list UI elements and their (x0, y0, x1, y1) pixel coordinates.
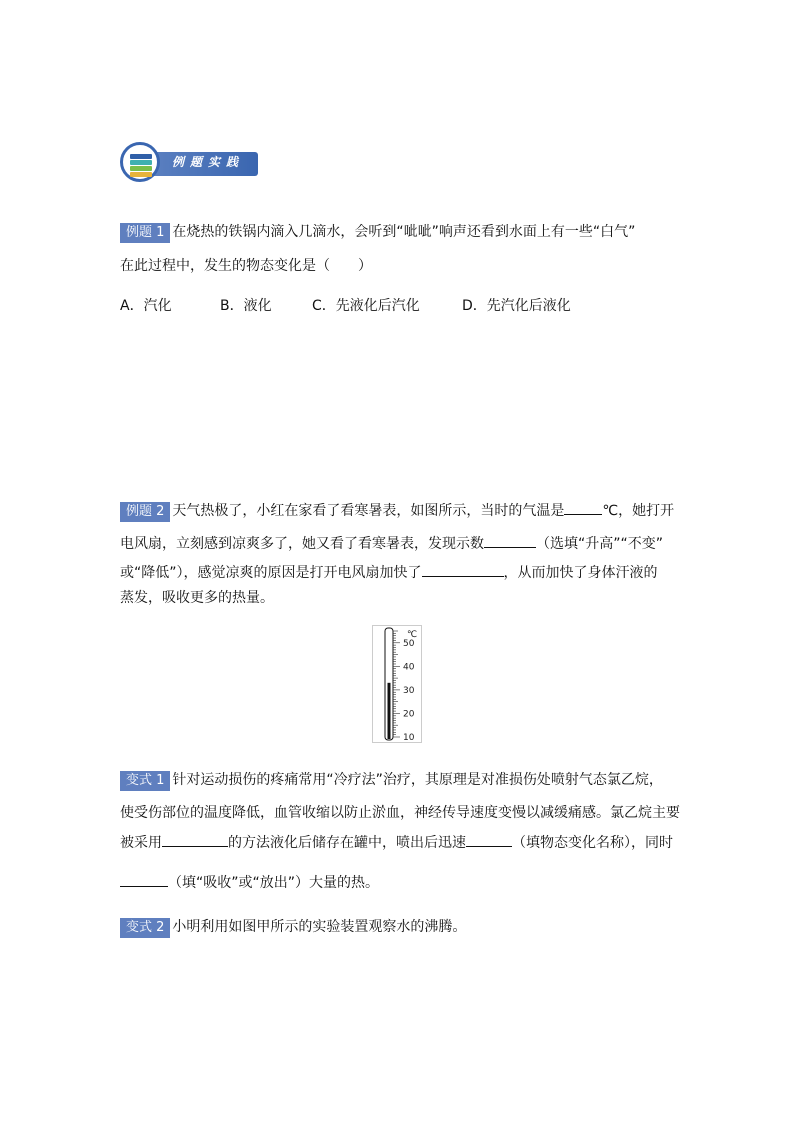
question-text: 在此过程中，发生的物态变化是（ ） (120, 258, 372, 274)
question-text: （填“吸收”或“放出”）大量的热。 (168, 875, 380, 891)
question-1 (120, 222, 635, 243)
question-text: 针对运动损伤的疼痛常用“冷疗法”治疗，其原理是对准损伤处喷射气态氯乙烷， (172, 772, 663, 788)
section-banner (120, 142, 260, 180)
tick-label: 20 (403, 709, 415, 720)
answer-options (120, 296, 571, 316)
question-tag: 例题 2 (120, 502, 170, 522)
answer-blank[interactable] (484, 533, 536, 548)
mercury-column (388, 683, 391, 739)
tick-label: 10 (403, 733, 415, 743)
question-text-line (120, 562, 658, 583)
book-stripe (130, 166, 152, 171)
question-text: 在烧热的铁锅内滴入几滴水，会听到“呲呲”响声还看到水面上有一些“白气” (172, 224, 636, 240)
question-text-line (120, 533, 663, 554)
option-a[interactable]: A．汽化 (120, 298, 172, 314)
answer-blank[interactable] (120, 872, 168, 887)
book-stripe (130, 154, 152, 159)
question-tag: 变式 1 (120, 771, 170, 791)
question-2 (120, 500, 674, 522)
question-text: 小明利用如图甲所示的实验装置观察水的沸腾。 (172, 919, 467, 935)
question-text: 的方法液化后储存在罐中，喷出后迅速 (228, 835, 466, 851)
answer-blank[interactable] (564, 500, 602, 515)
thermometer-figure (372, 625, 422, 743)
question-text: ℃，她打开 (602, 503, 675, 519)
answer-blank[interactable] (466, 832, 512, 847)
question-text-line (120, 872, 379, 893)
answer-blank[interactable] (162, 832, 228, 847)
option-b[interactable]: B．液化 (220, 298, 272, 314)
question-text: 电风扇，立刻感到凉爽多了，她又看了看寒暑表，发现示数 (120, 536, 484, 552)
question-tag: 变式 2 (120, 918, 170, 938)
books-icon (120, 142, 160, 182)
banner-title: 例题实践 (172, 155, 245, 169)
question-text: 或“降低”），感觉凉爽的原因是打开电风扇加快了 (120, 565, 422, 581)
option-c[interactable]: C．先液化后汽化 (312, 298, 420, 314)
tick-label: 40 (403, 662, 415, 673)
tick-label: 30 (403, 685, 415, 696)
question-text-line (120, 832, 673, 853)
question-text: 使受伤部位的温度降低，血管收缩以防止淤血，神经传导速度变慢以减缓痛感。氯乙烷主要 (120, 805, 680, 821)
book-stripe (130, 172, 152, 177)
question-text: 蒸发，吸收更多的热量。 (120, 590, 274, 606)
question-text: ，从而加快了身体汗液的 (503, 565, 658, 581)
option-d[interactable]: D．先汽化后液化 (462, 298, 571, 314)
book-stripe (130, 160, 152, 165)
variant-1 (120, 770, 663, 791)
question-text: 被采用 (120, 835, 162, 851)
question-text: （填物态变化名称），同时 (512, 835, 673, 851)
answer-blank[interactable] (422, 562, 504, 577)
tick-label: 50 (403, 638, 415, 649)
question-tag: 例题 1 (120, 223, 170, 243)
variant-2 (120, 917, 466, 938)
question-text: （选填“升高”“不变” (536, 536, 664, 552)
question-text: 天气热极了，小红在家看了看寒暑表，如图所示，当时的气温是 (172, 503, 565, 519)
unit-label: ℃ (407, 630, 418, 640)
